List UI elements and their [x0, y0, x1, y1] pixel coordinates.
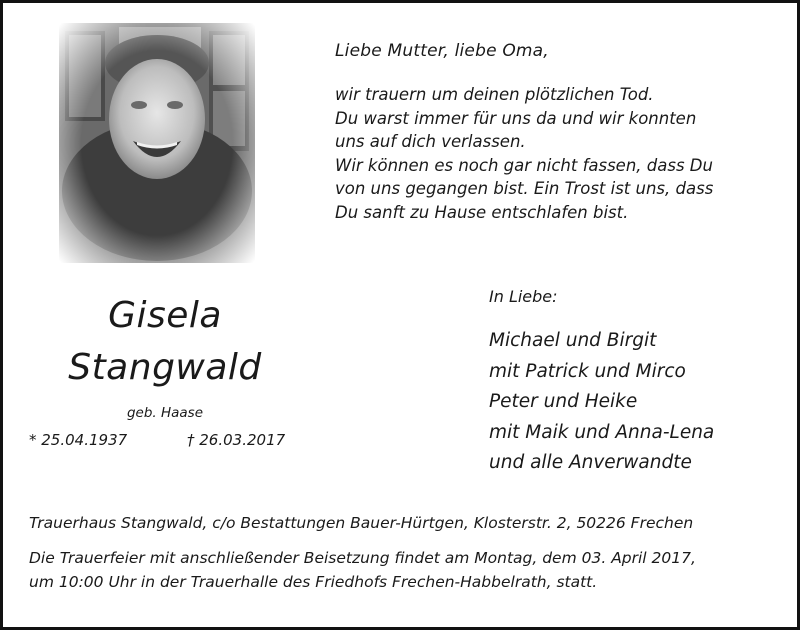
poem	[335, 83, 713, 224]
poem-line: Du warst immer für uns da und wir konnten	[335, 108, 697, 128]
mourners-list	[489, 326, 714, 479]
mourner-line: Peter und Heike	[489, 391, 638, 412]
mourning-house-address: Trauerhaus Stangwald, c/o Bestattungen Bauer-Hürtgen, Klosterstr. 2, 50226 Frechen	[29, 514, 694, 532]
maiden-name: geb. Haase	[126, 405, 204, 421]
deceased-last-name: Stangwald	[68, 347, 262, 388]
service-line: Die Trauerfeier mit anschließender Beisetzung findet am Montag, dem 03. April 2017,	[29, 549, 696, 567]
portrait-image	[59, 23, 255, 263]
mourner-line: und alle Anverwandte	[489, 452, 692, 473]
poem-line: von uns gegangen bist. Ein Trost ist uns, dass	[335, 179, 714, 198]
poem-line: uns auf dich verlassen.	[335, 132, 526, 151]
death-date: † 26.03.2017	[187, 431, 286, 449]
mourner-line: mit Patrick und Mirco	[489, 360, 686, 382]
poem-line: Wir können es noch gar nicht fassen, dass Du	[335, 155, 713, 175]
deceased-first-name: Gisela	[108, 295, 222, 336]
portrait-photo	[59, 23, 255, 263]
birth-date: * 25.04.1937	[29, 431, 128, 449]
service-line: um 10:00 Uhr in der Trauerhalle des Friedhofs Frechen-Habbelrath, statt.	[29, 572, 598, 591]
in-love-label: In Liebe:	[489, 287, 558, 306]
mourner-line: mit Maik und Anna-Lena	[489, 421, 715, 443]
mourner-line: Michael und Birgit	[489, 330, 657, 351]
salutation: Liebe Mutter, liebe Oma,	[335, 41, 549, 61]
funeral-service-info	[29, 547, 696, 594]
poem-line: Du sanft zu Hause entschlafen bist.	[335, 202, 629, 222]
poem-line: wir trauern um deinen plötzlichen Tod.	[335, 85, 654, 104]
